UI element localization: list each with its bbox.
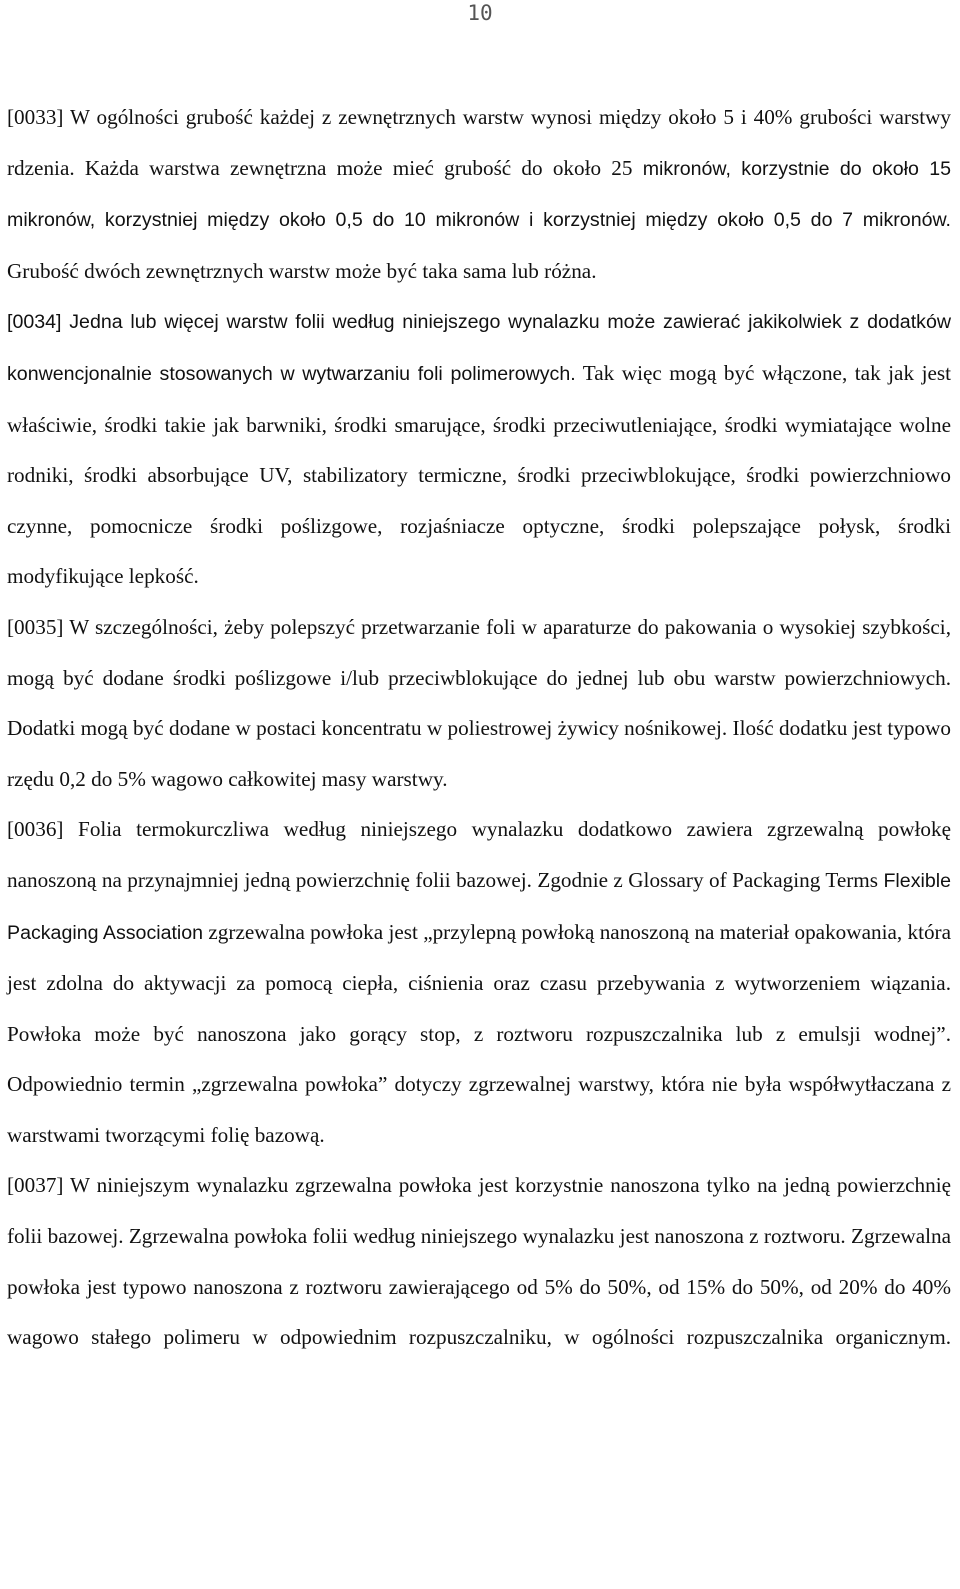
paragraph-0033-text-c: Grubość dwóch zewnętrznych warstw może być taka sama lub różna. xyxy=(7,258,597,283)
paragraph-0034 xyxy=(7,296,951,602)
paragraph-0036-text-b: Flexible Packaging Association xyxy=(7,869,951,944)
paragraph-0036-text-a: [0036] Folia termokurczliwa według niniejszego wynalazku dodatkowo zawiera zgrzewalną powłokę nanoszoną na przynajmniej jedną powierzchnię folii bazowej. Zgodnie z Glossary of Packaging Terms xyxy=(7,817,951,892)
paragraph-0033-text-b: mikronów, korzystnie do około 15 mikronów, korzystniej między około 0,5 do 10 mikronów i korzystniej między około 0,5 do 7 mikronów. xyxy=(7,157,951,232)
paragraph-0034-text-b: Tak więc mogą być włączone, tak jak jest właściwie, środki takie jak barwniki, środki smarujące, środki przeciwutleniające, środki wymiatające wolne rodniki, środki absorbujące UV, stabilizatory termiczne, środki przeciwblokujące, środki powierzchniowo czynne, pomocnicze środki poślizgowe, rozjaśniacze optyczne, środki polepszające połysk, środki modyfikujące lepkość. xyxy=(7,360,951,589)
document-body xyxy=(7,92,951,1363)
paragraph-0036-text-c: zgrzewalna powłoka jest „przylepną powłoką nanoszoną na materiał opakowania, która jest zdolna do aktywacji za pomocą ciepła, ciśnienia oraz czasu przebywania z wytworzeniem wiązania. Powłoka może być nanoszona jako gorący stop, z roztworu rozpuszczalnika lub z emulsji wodnej”. Odpowiednio termin „zgrzewalna powłoka” dotyczy zgrzewalnej warstwy, która nie była współwytłaczana z warstwami tworzącymi folię bazową. xyxy=(7,919,952,1147)
paragraph-0033-text-a: [0033] W ogólności grubość każdej z zewnętrznych warstw wynosi między około 5 i 40% grubości warstwy rdzenia. Każda warstwa zewnętrzna może mieć grubość do około 25 xyxy=(7,105,951,180)
paragraph-0036 xyxy=(7,804,951,1160)
paragraph-0035: [0035] W szczególności, żeby polepszyć przetwarzanie foli w aparaturze do pakowania o wysokiej szybkości, mogą być dodane środki poślizgowe i/lub przeciwblokujące do jednej lub obu warstw powierzchniowych. Dodatki mogą być dodane w postaci koncentratu w poliestrowej żywicy nośnikowej. Ilość dodatku jest typowo rzędu 0,2 do 5% wagowo całkowitej masy warstwy. xyxy=(7,614,951,791)
page-number: 10 xyxy=(467,1,493,25)
paragraph-0034-text-a: [0034] Jedna lub więcej warstw folii według niniejszego wynalazku może zawierać jakikolwiek z dodatków konwencjonalnie stosowanych w wytwarzaniu foli polimerowych. xyxy=(7,311,951,385)
paragraph-0037: [0037] W niniejszym wynalazku zgrzewalna powłoka jest korzystnie nanoszona tylko na jedną powierzchnię folii bazowej. Zgrzewalna powłoka folii według niniejszego wynalazku jest nanoszona z roztworu. Zgrzewalna powłoka jest typowo nanoszona z roztworu zawierającego od 5% do 50%, od 15% do 50%, od 20% do 40% wagowo stałego polimeru w odpowiednim rozpuszczalniku, w ogólności rozpuszczalnika organicznym. xyxy=(7,1173,951,1350)
paragraph-0033 xyxy=(7,92,951,296)
